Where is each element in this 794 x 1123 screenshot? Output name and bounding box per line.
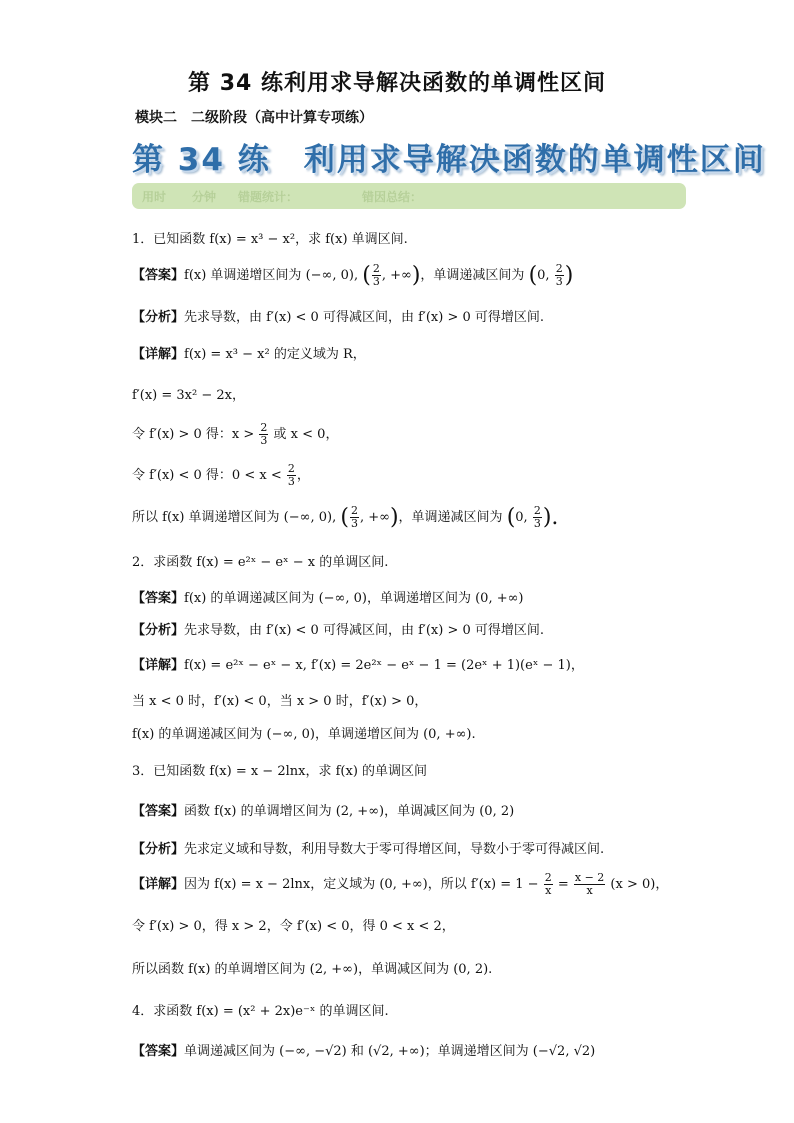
answer-1: 【答案】f(x) 单调递增区间为 (−∞, 0), ( $\frac{2}{3}$ , +∞)，单调递减区间为 (0, $\frac{2}{3}$ ) (132, 262, 574, 288)
question-3: 3．已知函数 f(x) = x − 2lnx，求 f(x) 的单调区间 (132, 764, 428, 779)
minute-label: 分钟 (192, 189, 217, 204)
analysis-label: 【分析】 (132, 842, 185, 857)
module-label: 模块二 二级阶段（高中计算专项练） (135, 110, 373, 126)
frac-den: 3 (372, 275, 380, 288)
detail-label: 【详解】 (132, 347, 185, 362)
frac-den: x (545, 884, 552, 897)
detail-1-line-4-a: 令 f′(x) < 0 得：0 < x < (132, 468, 286, 483)
detail-1-line-5-a: 所以 f(x) 单调递增区间为 (−∞, 0), (132, 510, 341, 525)
detail-2 (132, 654, 584, 673)
analysis-1 (132, 306, 544, 325)
frac-den: 3 (555, 275, 563, 288)
detail-1-line-3-a: 令 f′(x) > 0 得：x > (132, 427, 259, 442)
detail-3 (132, 872, 668, 897)
detail-2-line-2: 当 x < 0 时，f′(x) < 0，当 x > 0 时，f′(x) > 0， (132, 694, 428, 709)
answer-4-text: 单调递减区间为 (−∞, −√2) 和 (√2, +∞)；单调递增区间为 (−√2, √2) (184, 1044, 596, 1059)
interval-head: 0, (537, 268, 554, 283)
frac-den: 3 (260, 434, 268, 447)
answer-label: 【答案】 (132, 591, 185, 606)
interval-head: 0, (515, 510, 532, 525)
analysis-3 (132, 838, 604, 857)
frac-den: 3 (287, 475, 295, 488)
analysis-label: 【分析】 (132, 623, 185, 638)
detail-3-end: (x > 0)， (606, 877, 669, 892)
frac-num: x − 2 (574, 871, 605, 884)
detail-3-eq: = (553, 877, 573, 892)
wrong-stats-label: 错题统计： (238, 189, 299, 204)
frac-den: x (586, 884, 593, 897)
answer-1-mid: ，单调递减区间为 (420, 268, 529, 283)
answer-label: 【答案】 (132, 804, 185, 819)
frac-num: 2 (260, 421, 268, 434)
question-1: 1．已知函数 f(x) = x³ − x²，求 f(x) 单调区间. (132, 232, 408, 247)
detail-1 (132, 343, 366, 362)
answer-label: 【答案】 (132, 1044, 185, 1059)
frac-num: 2 (555, 262, 563, 275)
frac-num: 2 (287, 462, 295, 475)
detail-1-line-5-b: ，单调递减区间为 (398, 510, 507, 525)
detail-2-text: f(x) = e²ˣ − eˣ − x, f′(x) = 2e²ˣ − eˣ − 1 = (2eˣ + 1)(eˣ − 1)， (184, 658, 584, 673)
question-4: 4．求函数 f(x) = (x² + 2x)e⁻ˣ 的单调区间. (132, 1004, 389, 1019)
page-title: 第 34 练利用求导解决函数的单调性区间 (188, 71, 606, 96)
analysis-2-text: 先求导数，由 f′(x) < 0 可得减区间，由 f′(x) > 0 可得增区间. (184, 623, 545, 638)
detail-3-line-3: 所以函数 f(x) 的单调增区间为 (2, +∞)，单调减区间为 (0, 2). (132, 962, 493, 977)
detail-label: 【详解】 (132, 877, 185, 892)
question-2: 2．求函数 f(x) = e²ˣ − eˣ − x 的单调区间. (132, 555, 389, 570)
stats-bar (132, 183, 686, 209)
answer-2-text: f(x) 的单调递减区间为 (−∞, 0)，单调递增区间为 (0, +∞) (184, 591, 524, 606)
interval-tail: , +∞ (359, 510, 390, 525)
detail-1-line-3-b: 或 x < 0， (269, 427, 339, 442)
answer-3-text: 函数 f(x) 的单调增区间为 (2, +∞)，单调减区间为 (0, 2) (184, 804, 515, 819)
frac-num: 2 (372, 262, 380, 275)
detail-2-line-3: f(x) 的单调递减区间为 (−∞, 0)，单调递增区间为 (0, +∞). (132, 727, 476, 742)
frac-num: 2 (544, 871, 552, 884)
detail-3-line-2: 令 f′(x) > 0，得 x > 2，令 f′(x) < 0，得 0 < x < 2， (132, 919, 455, 934)
analysis-1-text: 先求导数，由 f′(x) < 0 可得减区间，由 f′(x) > 0 可得增区间. (184, 310, 545, 325)
frac-num: 2 (533, 504, 541, 517)
answer-1-text: f(x) 单调递增区间为 (−∞, 0), (184, 268, 363, 283)
analysis-2 (132, 619, 544, 638)
detail-1-line-4-b: ， (296, 468, 310, 483)
analysis-label: 【分析】 (132, 310, 185, 325)
answer-label: 【答案】 (132, 268, 185, 283)
detail-1-line-4 (132, 463, 310, 488)
frac-num: 2 (350, 504, 358, 517)
error-summary-label: 错因总结： (362, 189, 423, 204)
detail-1-line-5: 所以 f(x) 单调递增区间为 (−∞, 0), ( $\frac{2}{3}$ , +∞)，单调递减区间为 (0, $\frac{2}{3}$ ). (132, 504, 559, 530)
exercise-banner: 第 34 练 利用求导解决函数的单调性区间 (132, 142, 766, 178)
detail-1-line-2: f′(x) = 3x² − 2x， (132, 388, 245, 403)
time-label: 用时 (142, 189, 167, 204)
interval-tail: , +∞ (381, 268, 412, 283)
detail-1-line-3 (132, 422, 338, 447)
analysis-3-text: 先求定义域和导数，利用导数大于零可得增区间，导数小于零可得减区间. (184, 842, 605, 857)
frac-den: 3 (350, 517, 358, 530)
detail-1-text: f(x) = x³ − x² 的定义域为 R， (184, 347, 366, 362)
answer-3 (132, 800, 514, 819)
answer-4 (132, 1040, 595, 1059)
frac-den: 3 (533, 517, 541, 530)
detail-label: 【详解】 (132, 658, 185, 673)
answer-2 (132, 587, 524, 606)
detail-3-text: 因为 f(x) = x − 2lnx，定义域为 (0, +∞)，所以 f′(x) = 1 − (184, 877, 543, 892)
